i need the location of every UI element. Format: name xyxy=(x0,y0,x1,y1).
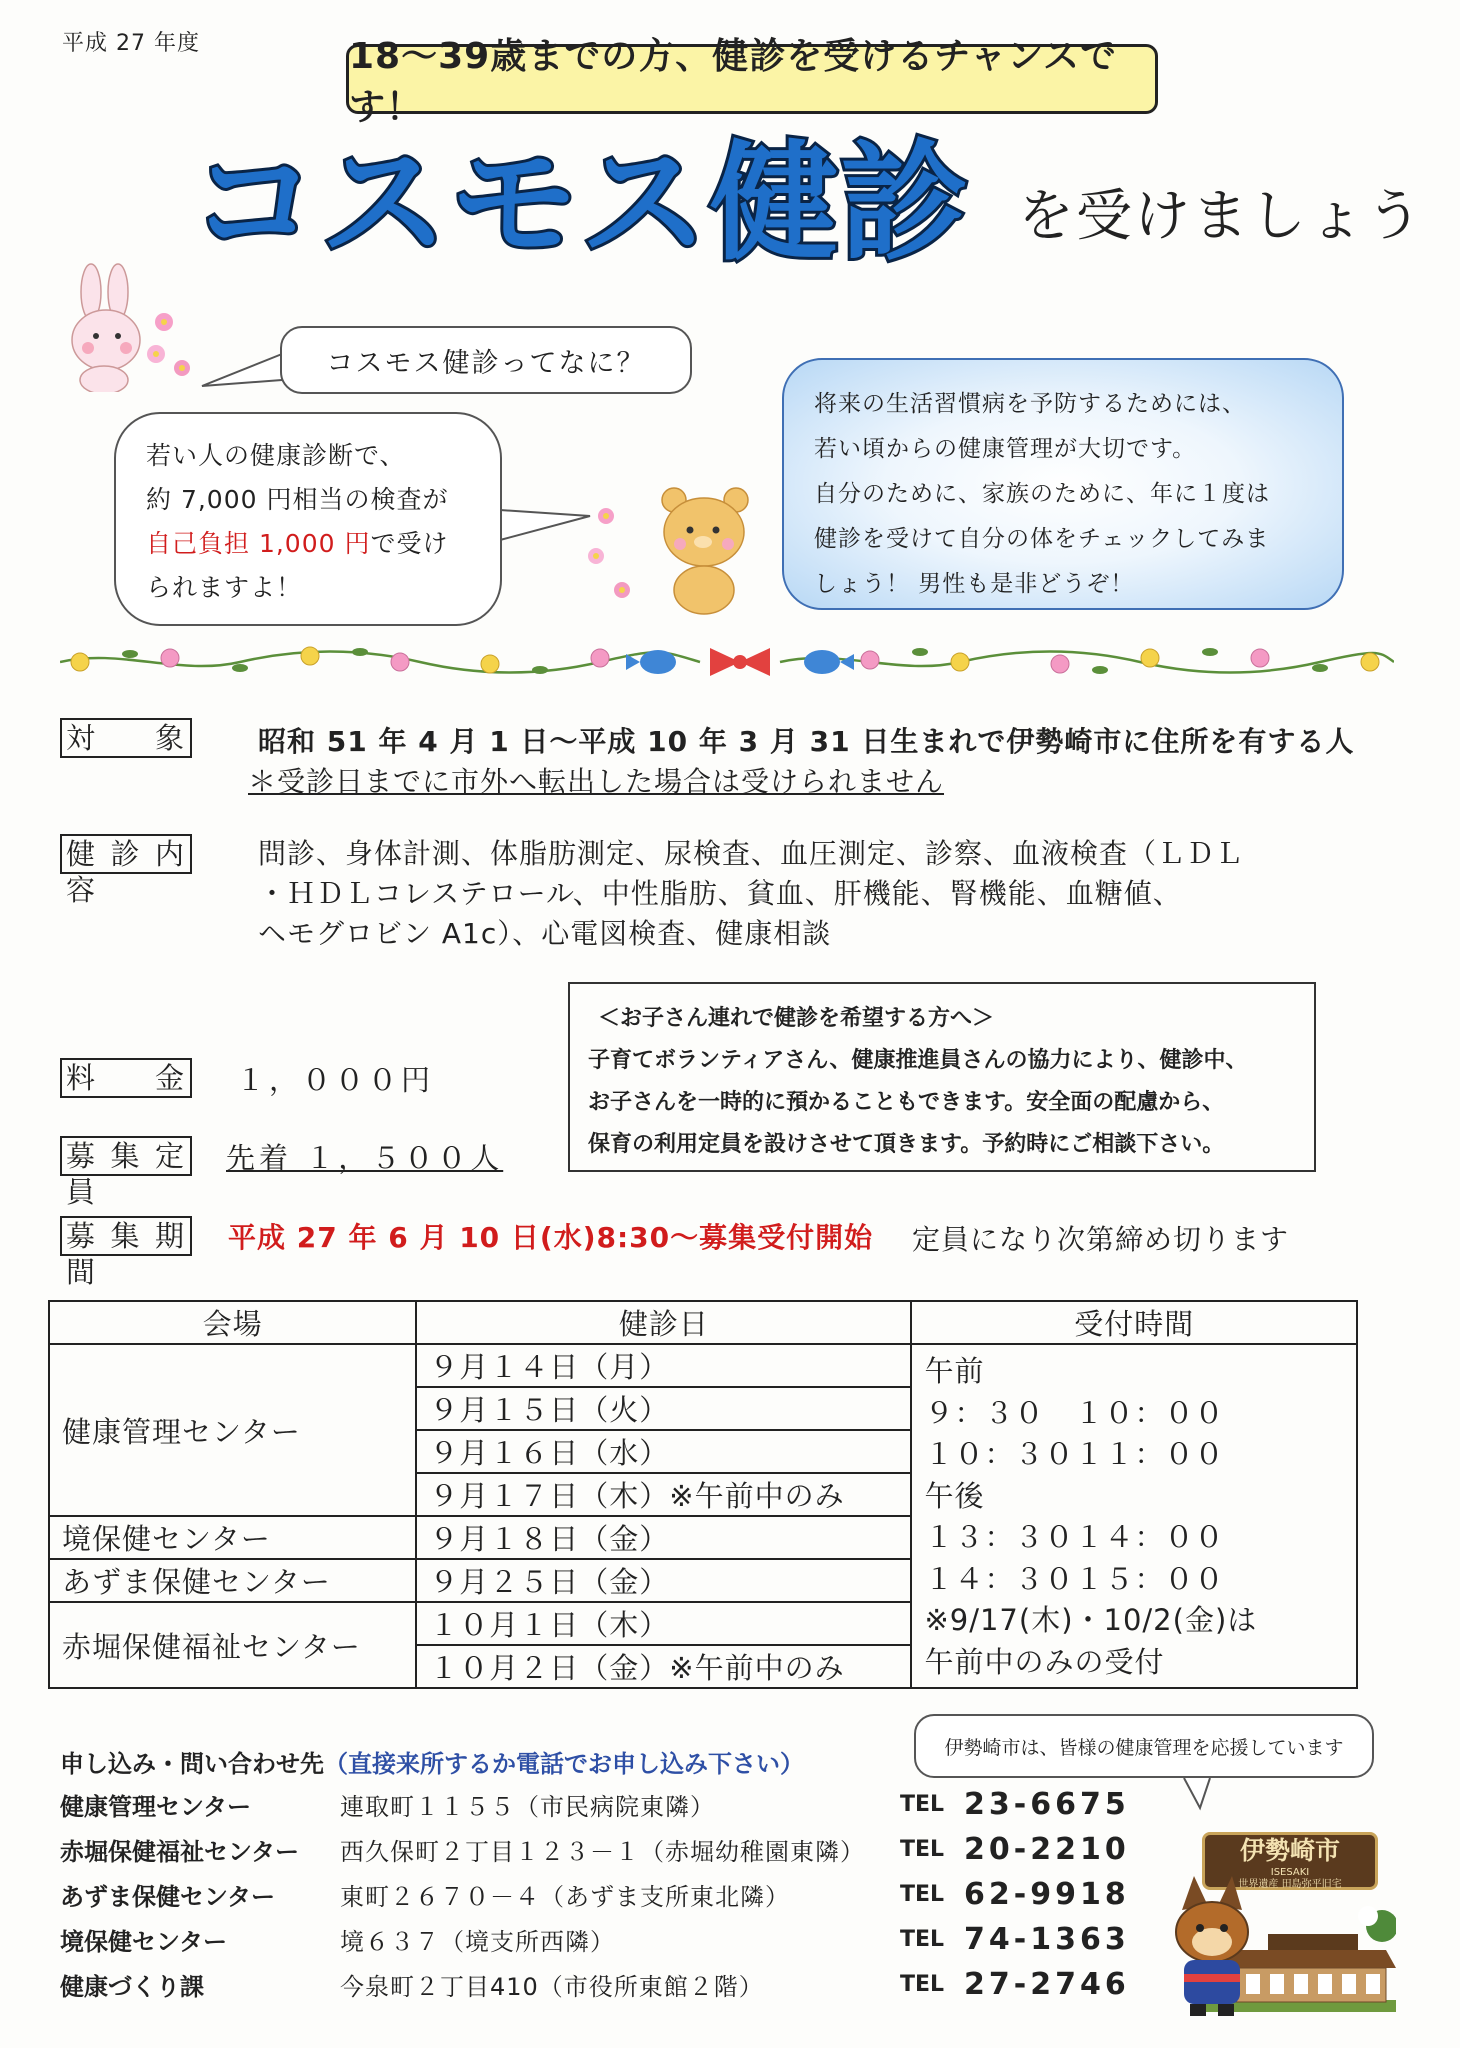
date-cell: １０月２日（金）※午前中のみ xyxy=(416,1645,911,1688)
date-cell: ９月１８日（金） xyxy=(416,1516,911,1559)
date-cell: ９月１７日（木）※午前中のみ xyxy=(416,1473,911,1516)
childcare-heading: ＜お子さん連れで健診を希望する方へ＞ xyxy=(598,1006,995,1031)
phone-number: 23-6675 xyxy=(964,1786,1130,1822)
period-start: 平成 27 年 6 月 10 日(水)8:30～募集受付開始 xyxy=(228,1221,874,1254)
date-cell: ９月１６日（水） xyxy=(416,1430,911,1473)
date-cell: ９月１５日（火） xyxy=(416,1387,911,1430)
date-cell: ９月１４日（月） xyxy=(416,1344,911,1387)
fiscal-year: 平成 27 年度 xyxy=(62,31,200,56)
period-label: 募集期間 xyxy=(60,1216,192,1256)
answer-line: 自己負担 1,000 円で受け xyxy=(146,529,449,558)
capacity-value: 先着 １，５００人 xyxy=(226,1141,504,1175)
phone-number: 20-2210 xyxy=(964,1831,1130,1867)
headline-banner: 18～39歳までの方、健診を受けるチャンスです！ xyxy=(346,44,1158,114)
table-header-row xyxy=(49,1301,1357,1344)
mascot-character xyxy=(1160,1870,1260,2020)
contact-row: 赤堀保健福祉センター 西久保町２丁目１２３－１（赤堀幼稚園東隣） TEL 20-2210 xyxy=(60,1831,1130,1867)
table-header: 会場 xyxy=(49,1301,416,1344)
info-line: しょう！ 男性も是非どうぞ！ xyxy=(814,571,1135,597)
ribbon-bow-icon xyxy=(710,648,770,676)
date-cell: １０月１日（木） xyxy=(416,1602,911,1645)
target-text: 昭和 51 年 4 月 1 日～平成 10 年 3 月 31 日生まれで伊勢崎市に住所を有する人 xyxy=(258,725,1355,758)
self-pay-highlight: 自己負担 1,000 円 xyxy=(146,529,371,558)
table-row xyxy=(49,1344,1357,1387)
phone-number: 27-2746 xyxy=(964,1966,1130,2002)
period-note: 定員になり次第締め切ります xyxy=(912,1223,1290,1256)
question-bubble: コスモス健診ってなに？ xyxy=(280,326,692,394)
contact-heading-note: （直接来所するか電話でお申し込み下さい） xyxy=(324,1750,804,1778)
info-line: 健診を受けて自分の体をチェックしてみま xyxy=(814,526,1270,552)
answer-line: 約 7,000 円相当の検査が xyxy=(146,485,449,514)
rabbit-illustration xyxy=(36,262,196,392)
contact-row: あずま保健センター 東町２６７０－４（あずま支所東北隣） TEL 62-9918 xyxy=(60,1876,1130,1912)
date-cell: ９月２５日（金） xyxy=(416,1559,911,1602)
venue-cell: あずま保健センター xyxy=(49,1559,416,1602)
flower-vine-divider xyxy=(60,640,1394,680)
contact-row: 健康管理センター 連取町１１５５（市民病院東隣） TEL 23-6675 xyxy=(60,1786,1130,1822)
schedule-table xyxy=(48,1300,1358,1689)
bubble-tail xyxy=(200,340,290,400)
answer-bubble xyxy=(114,412,502,626)
page-subtitle: を受けましょう xyxy=(1018,184,1424,249)
answer-line: られますよ！ xyxy=(146,573,303,602)
support-bubble: 伊勢崎市は、皆様の健康管理を応援しています xyxy=(914,1714,1374,1778)
info-line: 若い頃からの健康管理が大切です。 xyxy=(814,436,1197,462)
contact-row: 境保健センター 境６３７（境支所西隣） TEL 74-1363 xyxy=(60,1921,1130,1957)
info-box xyxy=(782,358,1344,610)
content-text: 問診、身体計測、体脂肪測定、尿検査、血圧測定、診察、血液検査（ＬＤＬ ・ＨＤＬコレステロール、中性脂肪、貧血、肝機能、腎機能、血糖値、 ヘモグロビン A1c）、心電図検査、健康相談 xyxy=(258,837,1245,950)
phone-number: 74-1363 xyxy=(964,1921,1130,1957)
childcare-notice: ＜お子さん連れで健診を希望する方へ＞ 子育てボランティアさん、健康推進員さんの協力により、健診中、 お子さんを一時的に預かることもできます。安全面の配慮から、 保育の利用定員を設けさせて頂きます。予約時にご相談下さい。 xyxy=(568,982,1316,1172)
bear-illustration xyxy=(586,486,756,616)
bubble-tail xyxy=(1180,1776,1220,1812)
info-line: 自分のために、家族のために、年に１度は xyxy=(814,481,1270,507)
venue-cell: 健康管理センター xyxy=(49,1344,416,1516)
venue-cell: 赤堀保健福祉センター xyxy=(49,1602,416,1688)
fee-value: １，０００円 xyxy=(236,1063,435,1097)
page-title: コスモス健診 xyxy=(190,129,971,278)
contact-heading: 申し込み・問い合わせ先（直接来所するか電話でお申し込み下さい） xyxy=(60,1750,804,1778)
content-label: 健診内容 xyxy=(60,834,192,874)
venue-cell: 境保健センター xyxy=(49,1516,416,1559)
phone-number: 62-9918 xyxy=(964,1876,1130,1912)
target-label: 対象 xyxy=(60,718,192,758)
contact-row: 健康づくり課 今泉町２丁目410（市役所東館２階） TEL 27-2746 xyxy=(60,1966,1130,2002)
target-note: ＊受診日までに市外へ転出した場合は受けられません xyxy=(248,765,945,798)
answer-line: 若い人の健康診断で、 xyxy=(146,441,406,470)
table-header: 受付時間 xyxy=(911,1301,1357,1344)
bubble-tail xyxy=(498,504,598,554)
reception-times: 午前 ９：３０ １０：００ １０：３０ １１：００ 午後 １３：３０ １４：００ １４：３０ １５：００ ※9/17(木)・10/2(金)は 午前中のみの受付 xyxy=(911,1344,1357,1688)
capacity-label: 募集定員 xyxy=(60,1136,192,1176)
table-header: 健診日 xyxy=(416,1301,911,1344)
fee-label: 料金 xyxy=(60,1058,192,1098)
city-logo-plaque: 伊勢崎市 ISESAKI 世界遺産 田島弥平旧宅 xyxy=(1202,1832,1378,1890)
info-line: 将来の生活習慣病を予防するためには、 xyxy=(814,391,1246,417)
